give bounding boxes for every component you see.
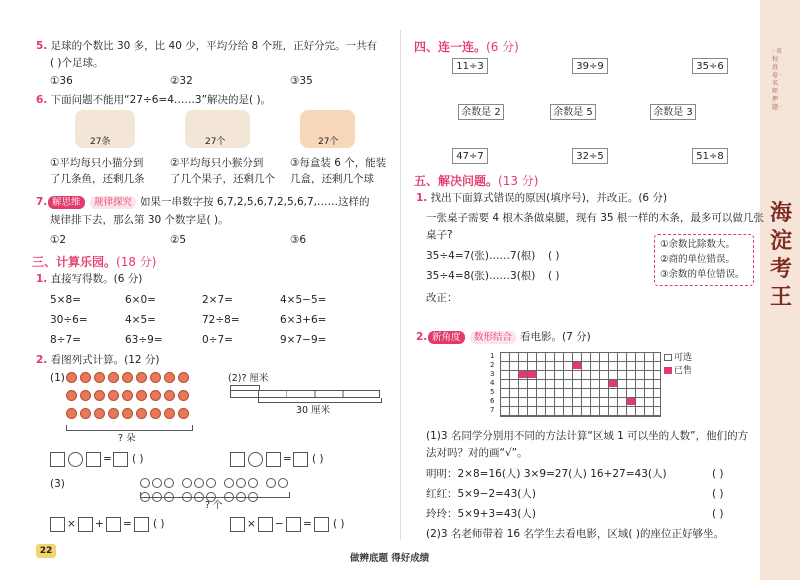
q7-opt2: ②5: [170, 234, 187, 246]
seat-row-7: 7: [490, 406, 495, 414]
formula-2: 35÷4=8(张)……3(根): [426, 270, 536, 282]
method-lingling: 玲玲：5×9+3=43(人): [426, 508, 536, 520]
section3-title: 三、计算乐园。(18 分): [32, 255, 157, 269]
method-honghong: 红红：5×9−2=43(人): [426, 488, 536, 500]
ans1-paren: ( ): [132, 453, 144, 465]
seat-row-6: 6: [490, 397, 495, 405]
calc-r3c3: 0÷7=: [202, 334, 233, 346]
ans4-box2[interactable]: [258, 517, 273, 532]
ans4-box1[interactable]: [230, 517, 245, 532]
s5q1-problem-2: 桌子?: [426, 229, 453, 241]
q2-part1-label: (1): [50, 372, 65, 384]
ans3-box4[interactable]: [134, 517, 149, 532]
ans4-box3[interactable]: [286, 517, 301, 532]
segment-brace-bottom: [258, 398, 382, 403]
flower-question-label: ? 朵: [118, 433, 136, 444]
ans3-box1[interactable]: [50, 517, 65, 532]
legend-sold-swatch: [664, 367, 672, 374]
ball-brace: [140, 492, 290, 498]
sub1-line2: 法对吗？对的画“√”。: [426, 447, 528, 459]
calc-r1c3: 2×7=: [202, 294, 233, 306]
q5-opt2: ②32: [170, 75, 193, 87]
sold-seat: [519, 371, 527, 378]
ans1-box1[interactable]: [50, 452, 65, 467]
q7-opt1: ①2: [50, 234, 67, 246]
match-mid-1[interactable]: 余数是 2: [458, 104, 504, 120]
calc-r1c1: 5×8=: [50, 294, 81, 306]
ans1-box2[interactable]: [86, 452, 101, 467]
q6-choice2-a: ②平均每只小猴分到: [170, 157, 264, 169]
ans1-box3[interactable]: [113, 452, 128, 467]
ans2-box3[interactable]: [293, 452, 308, 467]
q5-opt1: ①36: [50, 75, 73, 87]
formula-2-paren: ( ): [548, 270, 560, 282]
q7-line2: 规律排下去，那么第 30 个数字是( )。: [50, 214, 229, 226]
calc-r3c2: 63÷9=: [125, 334, 163, 346]
ans3-times: ×: [67, 518, 76, 530]
ans2-op1[interactable]: [248, 452, 263, 467]
q6-choice3-b: 几盒，还剩几个球: [290, 173, 374, 185]
ans3-paren: ( ): [153, 518, 165, 530]
q6-choice1-a: ①平均每只小猫分到: [50, 157, 144, 169]
q6-choice1-b: 了几条鱼，还剩几条: [50, 173, 145, 185]
q6-choice2-b: 了几个果子，还剩几个: [170, 173, 275, 185]
calc-r1c4: 4×5−5=: [280, 294, 327, 306]
sold-seat: [573, 362, 581, 369]
ans2-eq: =: [283, 453, 292, 465]
seat-row-5: 5: [490, 388, 495, 396]
q5-line1: 5. 足球的个数比 30 多，比 40 少，平均分给 8 个班，正好分完。一共有: [36, 40, 378, 52]
calc-r3c1: 8÷7=: [50, 334, 81, 346]
q6-img1-label: 27条: [90, 137, 111, 147]
calc-r2c3: 72÷8=: [202, 314, 240, 326]
ans4-times: ×: [247, 518, 256, 530]
legend-available-swatch: [664, 354, 672, 361]
match-bot-1[interactable]: 47÷7: [452, 148, 488, 164]
fix-label: 改正：: [426, 292, 458, 304]
match-mid-3[interactable]: 余数是 3: [650, 104, 696, 120]
ans3-box3[interactable]: [106, 517, 121, 532]
ans2-box1[interactable]: [230, 452, 245, 467]
s3q2-text: 2. 看图列式计算。(12 分): [36, 354, 160, 366]
match-top-3[interactable]: 35÷6: [692, 58, 728, 74]
ans2-box2[interactable]: [266, 452, 281, 467]
ans2-paren: ( ): [312, 453, 324, 465]
q6-choice3-a: ③每盒装 6 个，能装: [290, 157, 387, 169]
seat-row-3: 3: [490, 370, 495, 378]
legend-sold: 已售: [674, 366, 693, 376]
sold-seat: [609, 380, 617, 387]
side-subtitle: · 名校真卷 · 名师押题 ·: [772, 48, 782, 111]
ans3-eq: =: [123, 518, 132, 530]
segment-total-label: 30 厘米: [296, 405, 331, 416]
s5q1-text: 1. 找出下面算式错误的原因(填序号)，并改正。(6 分): [416, 192, 668, 204]
q5-line2: ( )个足球。: [50, 57, 104, 69]
sub1-line1: (1)3 名同学分别用不同的方法计算“区域 1 可以坐的人数”，他们的方: [426, 430, 749, 442]
ball-question-label: ? 个: [205, 500, 223, 511]
q7-tag2: 规律探究: [90, 196, 136, 209]
calc-r1c2: 6×0=: [125, 294, 156, 306]
sub2-text: (2)3 名老师带着 16 名学生去看电影，区域( )的座位正好够坐。: [426, 528, 724, 540]
calc-r2c4: 6×3+6=: [280, 314, 327, 326]
q6-img2-label: 27个: [205, 137, 226, 147]
ans1-eq: =: [103, 453, 112, 465]
method-mingming-paren: ( ): [712, 468, 724, 480]
formula-1-paren: ( ): [548, 250, 560, 262]
flower-brace: [66, 425, 193, 431]
q7-num: 7.: [36, 196, 48, 208]
q2-part3-label: (3): [50, 478, 65, 490]
q5-opt3: ③35: [290, 75, 313, 87]
s3q1-text: 1. 直接写得数。(6 分): [36, 273, 143, 285]
ans4-paren: ( ): [333, 518, 345, 530]
ans3-plus: +: [95, 518, 104, 530]
seat-row-4: 4: [490, 379, 495, 387]
reason-3: ③余数的单位错误。: [660, 269, 745, 280]
calc-r2c2: 4×5=: [125, 314, 156, 326]
side-title: 海淀考王: [769, 201, 792, 310]
sold-seat: [627, 398, 635, 405]
reason-1: ①余数比除数大。: [660, 239, 736, 250]
method-lingling-paren: ( ): [712, 508, 724, 520]
s5q2-num: 2.: [416, 331, 428, 343]
footer-slogan: 做辨底题 得好成绩: [350, 553, 430, 564]
s5q1-problem-1: 一张桌子需要 4 根木条做桌腿，现有 35 根一样的木条，最多可以做几张: [426, 212, 764, 224]
reason-2: ②商的单位错误。: [660, 254, 736, 265]
ans1-op1[interactable]: [68, 452, 83, 467]
q6-text: 6. 下面问题不能用“27÷6=4……3”解决的是( )。: [36, 94, 272, 106]
page-number: 22: [36, 544, 56, 558]
seat-map: [490, 352, 660, 417]
q7-opt3: ③6: [290, 234, 307, 246]
sold-seat: [528, 371, 536, 378]
s5q2-tag: 新角度: [428, 331, 465, 344]
ans4-minus: −: [275, 518, 284, 530]
seat-row-2: 2: [490, 361, 495, 369]
legend-available: 可选: [674, 353, 693, 363]
section4-title: 四、连一连。(6 分): [414, 40, 519, 54]
segment-bar: [230, 390, 380, 398]
section5-title: 五、解决问题。(13 分): [414, 174, 539, 188]
q6-img3-label: 27个: [318, 137, 339, 147]
page-divider: [400, 30, 401, 540]
q7-line1: 如果一串数字按 6,7,2,5,6,7,2,5,6,7,……这样的: [140, 196, 370, 208]
calc-r2c1: 30÷6=: [50, 314, 88, 326]
method-honghong-paren: ( ): [712, 488, 724, 500]
seat-row-1: 1: [490, 352, 495, 360]
flower-grid: [66, 372, 191, 422]
match-top-1[interactable]: 11÷3: [452, 58, 488, 74]
match-bot-2[interactable]: 32÷5: [572, 148, 608, 164]
s5q2-tag2: 数形结合: [470, 331, 516, 344]
ans3-box2[interactable]: [78, 517, 93, 532]
s5q2-text: 看电影。(7 分): [520, 331, 591, 343]
formula-1: 35÷4=7(张)……7(根): [426, 250, 536, 262]
q2-part2-label: (2)? 厘米: [228, 373, 269, 384]
match-top-2[interactable]: 39÷9: [572, 58, 608, 74]
method-mingming: 明明：2×8=16(人) 3×9=27(人) 16+27=43(人): [426, 468, 667, 480]
ans4-box4[interactable]: [314, 517, 329, 532]
q7-tag: 解思维: [48, 196, 85, 209]
ans4-eq: =: [303, 518, 312, 530]
match-mid-2[interactable]: 余数是 5: [550, 104, 596, 120]
match-bot-3[interactable]: 51÷8: [692, 148, 728, 164]
calc-r3c4: 9×7−9=: [280, 334, 327, 346]
